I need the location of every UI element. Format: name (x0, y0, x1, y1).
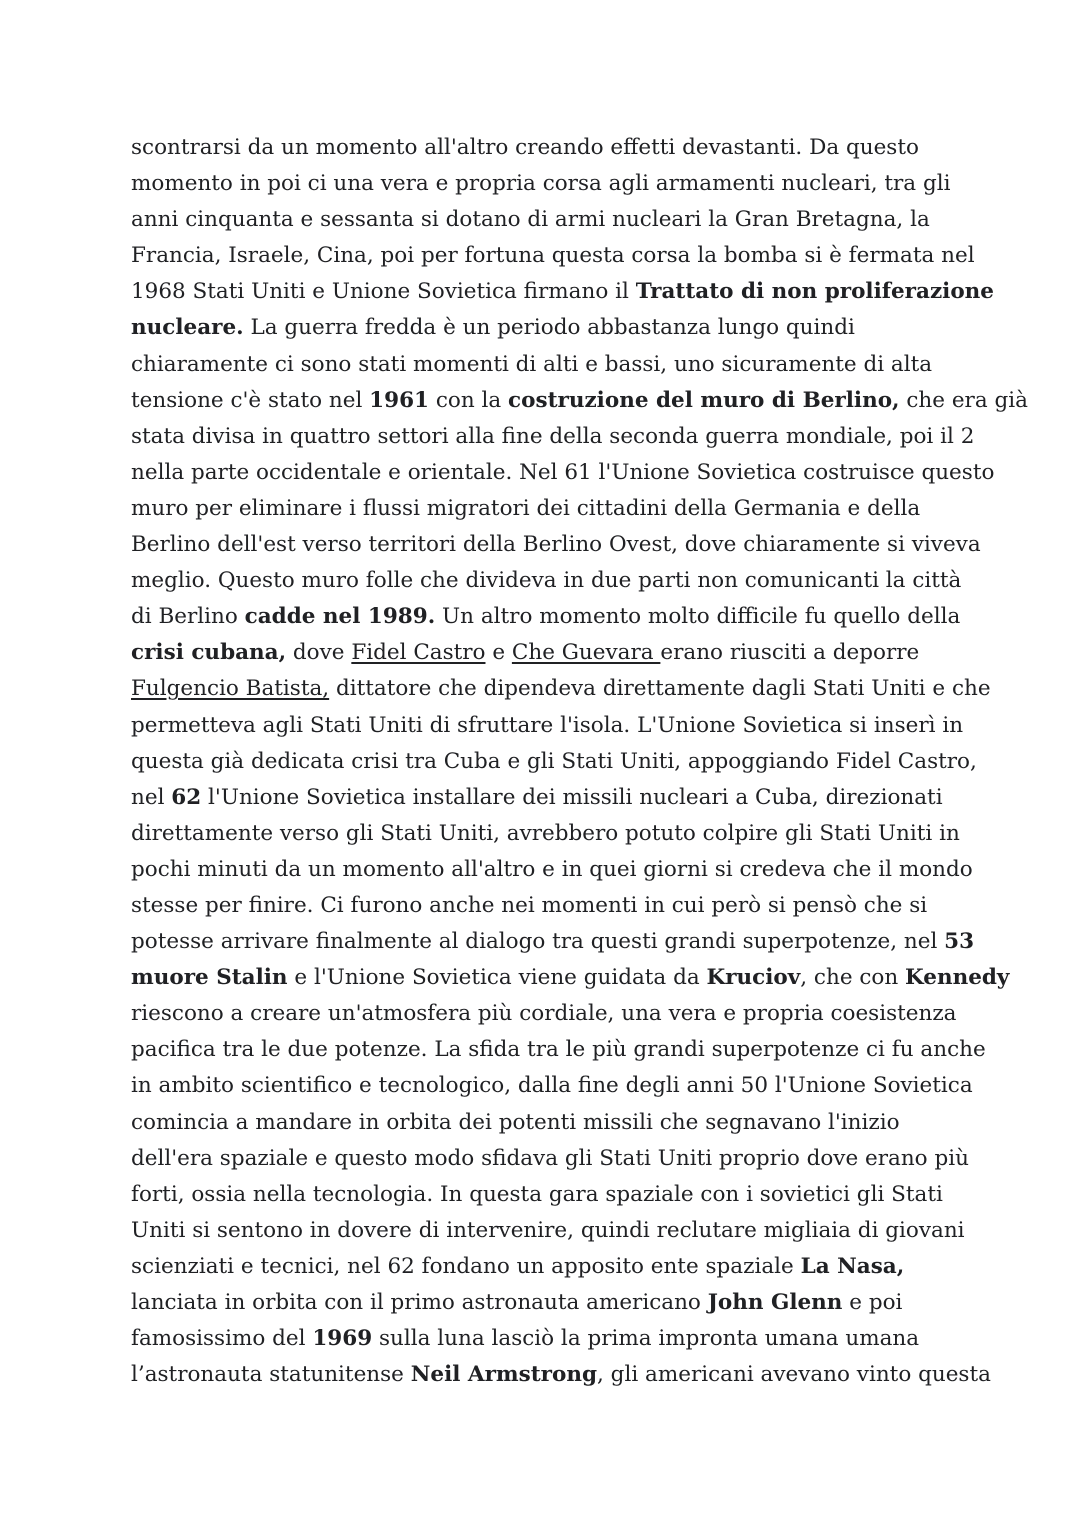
text-segment: l’astronauta statunitense (131, 1362, 411, 1388)
bold-text: 53 (944, 929, 975, 955)
text-segment: dove (286, 640, 352, 666)
text-segment: stesse per finire. Ci furono anche nei momenti in cui però si pensò che si (131, 892, 928, 918)
text-line (131, 852, 973, 888)
bold-text: Kruciov (706, 965, 801, 991)
text-segment: nella parte occidentale e orientale. Nel 61 l'Unione Sovietica costruisce questo (131, 459, 995, 485)
text-segment: Berlino dell'est verso territori della Berlino Ovest, dove chiaramente si viveva (131, 532, 981, 558)
text-segment: scienziati e tecnici, nel 62 fondano un apposito ente spaziale (131, 1253, 801, 1279)
text-segment: pacifica tra le due potenze. La sfida tra le più grandi superpotenze ci fu anche (131, 1037, 986, 1063)
text-segment: lanciata in orbita con il primo astronauta americano (131, 1290, 708, 1315)
text-line (131, 1141, 969, 1177)
text-segment: di Berlino (131, 604, 245, 630)
text-segment: questa già dedicata crisi tra Cuba e gli Stati Uniti, appoggiando Fidel Castro, (131, 748, 977, 774)
text-segment: comincia a mandare in orbita dei potenti missili che segnavano l'inizio (131, 1109, 900, 1135)
text-line (131, 310, 951, 346)
text-line (131, 1032, 986, 1068)
text-segment: direttamente verso gli Stati Uniti, avrebbero potuto colpire gli Stati Uniti in (131, 820, 960, 846)
text-line (131, 347, 951, 383)
text-segment: dell'era spaziale e questo modo sfidava gli Stati Uniti proprio dove erano più (131, 1145, 969, 1171)
text-line (131, 491, 951, 527)
text-segment: erano riusciti a deporre (660, 640, 920, 666)
text-line (131, 744, 977, 780)
bold-text: costruzione del muro di Berlino, (508, 387, 900, 413)
text-segment: potesse arrivare finalmente al dialogo tra questi grandi superpotenze, nel (131, 929, 945, 955)
bold-text: muore Stalin (131, 965, 288, 991)
text-segment: e (485, 640, 512, 666)
text-segment: momento in poi ci una vera e propria corsa agli armamenti nucleari, tra gli (131, 171, 951, 197)
underlined-text: Fulgencio Batista, (131, 676, 330, 702)
text-segment: con la (429, 387, 509, 413)
text-line (131, 563, 962, 599)
text-segment: permetteva agli Stati Uniti di sfruttare l'isola. L'Unione Sovietica si inserì in (131, 712, 964, 738)
text-segment: muro per eliminare i flussi migratori dei cittadini della Germania e della (131, 495, 921, 521)
text-line (131, 888, 951, 924)
text-segment: sulla luna lasciò la prima impronta umana umana (372, 1326, 920, 1352)
text-line (131, 671, 991, 707)
text-line (131, 166, 951, 202)
text-segment: , che con (800, 965, 906, 991)
text-segment: riescono a creare un'atmosfera più cordiale, una vera e propria coesistenza (131, 1001, 957, 1027)
text-line (131, 1321, 951, 1357)
text-line (131, 1177, 951, 1213)
underlined-text: Fidel Castro (351, 640, 486, 666)
text-line (131, 708, 964, 744)
text-line (131, 238, 975, 274)
underlined-text: Che Guevara (511, 640, 661, 666)
text-segment: nel (131, 784, 172, 810)
text-line (131, 419, 975, 455)
bold-text: nucleare. (131, 315, 244, 341)
text-segment: Uniti si sentono in dovere di intervenire, quindi reclutare migliaia di giovani (131, 1217, 965, 1243)
bold-text: crisi cubana, (131, 640, 287, 666)
bold-text: 1969 (312, 1326, 373, 1352)
bold-text: cadde nel 1989. (244, 604, 436, 630)
text-segment: famosissimo del (131, 1326, 313, 1352)
bold-text: 1961 (369, 387, 430, 413)
text-segment: e l'Unione Sovietica viene guidata da (287, 965, 707, 991)
text-line (131, 383, 1028, 419)
text-line (131, 1285, 951, 1321)
text-segment: dittatore che dipendeva direttamente dagli Stati Uniti e che (329, 676, 991, 702)
text-line (131, 635, 951, 671)
text-segment: chiaramente ci sono stati momenti di alti e bassi, uno sicuramente di alta (131, 351, 933, 377)
text-segment: Un altro momento molto difficile fu quello della (435, 604, 961, 630)
text-segment: Francia, Israele, Cina, poi per fortuna questa corsa la bomba si è fermata nel (131, 243, 975, 269)
text-line (131, 527, 981, 563)
text-line (131, 996, 957, 1032)
text-line (131, 274, 994, 310)
text-segment: anni cinquanta e sessanta si dotano di armi nucleari la Gran Bretagna, la (131, 207, 930, 233)
text-line (131, 960, 1010, 996)
bold-text: Neil Armstrong (410, 1362, 598, 1388)
text-segment: scontrarsi da un momento all'altro creando effetti devastanti. Da questo (131, 135, 919, 160)
text-segment: l'Unione Sovietica installare dei missili nucleari a Cuba, direzionati (201, 784, 943, 810)
text-line (131, 780, 951, 816)
text-segment: La guerra fredda è un periodo abbastanza lungo quindi (243, 315, 855, 341)
text-segment: e poi (842, 1290, 903, 1315)
text-segment: forti, ossia nella tecnologia. In questa gara spaziale con i sovietici gli Stati (131, 1181, 943, 1207)
text-segment: stata divisa in quattro settori alla fine della seconda guerra mondiale, poi il 2 (131, 423, 975, 449)
bold-text: La Nasa, (800, 1253, 905, 1279)
text-line (131, 1105, 951, 1141)
document-body (131, 130, 1028, 1393)
text-line (131, 1213, 965, 1249)
text-segment: in ambito scientifico e tecnologico, dalla fine degli anni 50 l'Unione Sovietica (131, 1073, 973, 1099)
text-line (131, 599, 961, 635)
bold-text: 62 (171, 784, 202, 810)
text-line (131, 1068, 973, 1104)
bold-text: John Glenn (707, 1290, 843, 1315)
text-line (131, 130, 951, 166)
bold-text: Kennedy (905, 965, 1010, 991)
bold-text: Trattato di non proliferazione (635, 279, 994, 305)
text-segment: 1968 Stati Uniti e Unione Sovietica firmano il (131, 279, 636, 305)
text-line (131, 1357, 991, 1393)
text-segment: che era già (899, 387, 1028, 413)
text-line (131, 455, 995, 491)
text-line (131, 1249, 951, 1285)
text-line (131, 202, 951, 238)
text-segment: tensione c'è stato nel (131, 387, 370, 413)
text-segment: meglio. Questo muro folle che divideva in due parti non comunicanti la città (131, 568, 962, 594)
text-line (131, 816, 960, 852)
text-segment: , gli americani avevano vinto questa (597, 1362, 991, 1388)
text-segment: pochi minuti da un momento all'altro e in quei giorni si credeva che il mondo (131, 856, 973, 882)
text-line (131, 924, 975, 960)
